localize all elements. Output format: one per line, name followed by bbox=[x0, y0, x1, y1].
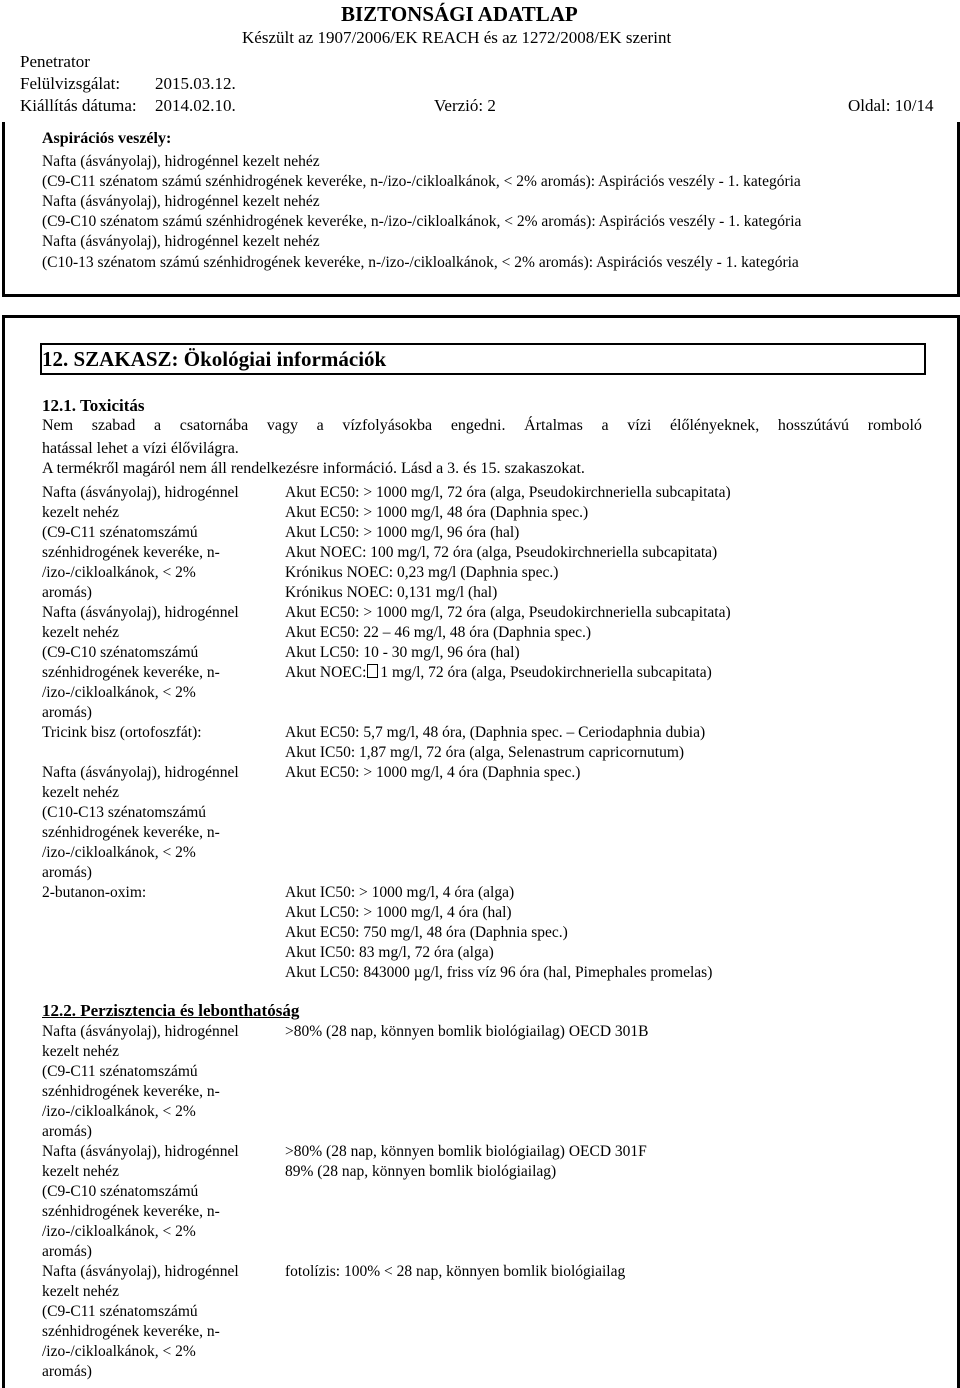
persistence-heading: 12.2. Perzisztencia és lebonthatóság bbox=[42, 1001, 300, 1020]
substance-line: /izo-/cikloalkánok, < 2% bbox=[42, 1223, 196, 1240]
spacer-line bbox=[285, 803, 945, 823]
aspiration-line: (C9-C10 szénatom számú szénhidrogének keveréke, n-/izo-/cikloalkánok, < 2% aromás): Aspirációs veszély - 1. kategória bbox=[42, 213, 802, 230]
justified-word: szabad bbox=[91, 417, 136, 434]
substance-line: Nafta (ásványolaj), hidrogénnel bbox=[42, 764, 239, 781]
aspiration-line: (C9-C11 szénatom számú szénhidrogének keveréke, n-/izo-/cikloalkánok, < 2% aromás): Aspirációs veszély - 1. kategória bbox=[42, 173, 801, 190]
justified-word: Ártalmas bbox=[524, 417, 583, 434]
substance-line: Nafta (ásványolaj), hidrogénnel bbox=[42, 1143, 239, 1160]
toxicity-value: Krónikus NOEC: 0,23 mg/l (Daphnia spec.) bbox=[285, 564, 559, 581]
justified-word: csatornába bbox=[179, 417, 249, 434]
toxicity-value: Akut EC50: 750 mg/l, 48 óra (Daphnia spec.) bbox=[285, 924, 568, 941]
substance-line: /izo-/cikloalkánok, < 2% bbox=[42, 1103, 196, 1120]
justified-word: a bbox=[153, 417, 162, 434]
substance-line: szénhidrogének keveréke, n- bbox=[42, 664, 220, 681]
spacer-line bbox=[285, 703, 945, 723]
substance-line: aromás) bbox=[42, 1243, 92, 1260]
substance-line bbox=[42, 743, 277, 763]
substance-line: Nafta (ásványolaj), hidrogénnel bbox=[42, 1263, 239, 1280]
substance-line: szénhidrogének keveréke, n- bbox=[42, 1203, 220, 1220]
substance-line: kezelt nehéz bbox=[42, 624, 120, 641]
persistence-value: 89% (28 nap, könnyen bomlik biológiailag) bbox=[285, 1163, 557, 1180]
spacer-line bbox=[285, 1082, 945, 1102]
spacer-line bbox=[285, 863, 945, 883]
toxicity-intro-line-3: A termékről magáról nem áll rendelkezésre információ. Lásd a 3. és 15. szakaszokat. bbox=[42, 460, 585, 477]
toxicity-heading: 12.1. Toxicitás bbox=[42, 396, 145, 415]
toxicity-value: Akut LC50: > 1000 mg/l, 4 óra (hal) bbox=[285, 904, 512, 921]
toxicity-value: Akut LC50: > 1000 mg/l, 96 óra (hal) bbox=[285, 524, 520, 541]
spacer-line bbox=[285, 1182, 945, 1202]
toxicity-value: Akut NOEC: 100 mg/l, 72 óra (alga, Pseudokirchneriella subcapitata) bbox=[285, 544, 718, 561]
product-name: Penetrator bbox=[20, 52, 90, 71]
justified-word: élőlényeknek, bbox=[669, 417, 760, 434]
aspiration-line: Nafta (ásványolaj), hidrogénnel kezelt nehéz bbox=[42, 193, 320, 210]
justified-word: romboló bbox=[867, 417, 922, 434]
substance-line: szénhidrogének keveréke, n- bbox=[42, 544, 220, 561]
toxicity-value: Krónikus NOEC: 0,131 mg/l (hal) bbox=[285, 584, 498, 601]
justified-text bbox=[42, 416, 922, 436]
toxicity-value: Akut EC50: > 1000 mg/l, 72 óra (alga, Pseudokirchneriella subcapitata) bbox=[285, 484, 731, 501]
noec-value: 1 mg/l, 72 óra (alga, Pseudokirchneriella subcapitata) bbox=[380, 664, 712, 681]
version-label: Verzió: 2 bbox=[434, 96, 496, 115]
spacer-line bbox=[285, 823, 945, 843]
substance-line: aromás) bbox=[42, 1123, 92, 1140]
spacer-line bbox=[285, 843, 945, 863]
persistence-value: >80% (28 nap, könnyen bomlik biológiailag) OECD 301F bbox=[285, 1143, 647, 1160]
justified-word: vízi bbox=[627, 417, 652, 434]
toxicity-values-column bbox=[285, 483, 945, 983]
substance-line: Nafta (ásványolaj), hidrogénnel bbox=[42, 604, 239, 621]
missing-glyph-icon bbox=[367, 664, 378, 678]
persistence-value: >80% (28 nap, könnyen bomlik biológiailag) OECD 301B bbox=[285, 1023, 649, 1040]
toxicity-value: Akut IC50: 1,87 mg/l, 72 óra (alga, Selenastrum capricornutum) bbox=[285, 744, 685, 761]
substance-line: kezelt nehéz bbox=[42, 1043, 120, 1060]
section12-heading: 12. SZAKASZ: Ökológiai információk bbox=[40, 343, 926, 375]
substance-line: (C9-C11 szénatomszámú bbox=[42, 524, 198, 541]
revision-date: 2015.03.12. bbox=[155, 74, 236, 93]
justified-word: a bbox=[601, 417, 609, 434]
aspiration-line: (C10-13 szénatom számú szénhidrogének keveréke, n-/izo-/cikloalkánok, < 2% aromás): Aspirációs veszély - 1. kategória bbox=[42, 254, 799, 271]
noec-label: Akut NOEC: bbox=[285, 664, 367, 681]
toxicity-value-noec bbox=[285, 663, 945, 683]
spacer-line bbox=[285, 783, 945, 803]
substance-line: /izo-/cikloalkánok, < 2% bbox=[42, 844, 196, 861]
substance-line: kezelt nehéz bbox=[42, 1163, 120, 1180]
page-number: Oldal: 10/14 bbox=[848, 96, 934, 115]
justified-word: a bbox=[316, 417, 324, 434]
substance-line: szénhidrogének keveréke, n- bbox=[42, 824, 220, 841]
toxicity-intro-line-2: hatással lehet a vízi élővilágra. bbox=[42, 440, 239, 457]
regulation-line: Készült az 1907/2006/EK REACH és az 1272/2008/EK szerint bbox=[242, 28, 672, 47]
aspiration-line: Nafta (ásványolaj), hidrogénnel kezelt nehéz bbox=[42, 153, 320, 170]
toxicity-value: Akut EC50: > 1000 mg/l, 48 óra (Daphnia spec.) bbox=[285, 504, 589, 521]
justified-word: engedni. bbox=[450, 417, 506, 434]
substance-line: (C9-C10 szénatomszámú bbox=[42, 644, 199, 661]
aspiration-line: Nafta (ásványolaj), hidrogénnel kezelt nehéz bbox=[42, 233, 320, 250]
justified-word: hosszútávú bbox=[777, 417, 850, 434]
justified-word: Nem bbox=[42, 417, 74, 434]
persistence-values-column bbox=[285, 1022, 945, 1282]
substance-line: Tricink bisz (ortofoszfát): bbox=[42, 724, 202, 741]
substance-line: /izo-/cikloalkánok, < 2% bbox=[42, 1343, 196, 1360]
substance-line: (C10-C13 szénatomszámú bbox=[42, 804, 207, 821]
spacer-line bbox=[285, 1042, 945, 1062]
spacer-line bbox=[285, 1122, 945, 1142]
substance-line: kezelt nehéz bbox=[42, 504, 120, 521]
toxicity-intro-line-1 bbox=[42, 416, 922, 436]
justified-word: vagy bbox=[266, 417, 298, 434]
substance-line: aromás) bbox=[42, 1363, 92, 1380]
substance-line: aromás) bbox=[42, 864, 92, 881]
toxicity-value: Akut EC50: 22 – 46 mg/l, 48 óra (Daphnia spec.) bbox=[285, 624, 592, 641]
spacer-line bbox=[285, 1062, 945, 1082]
spacer-line bbox=[285, 1222, 945, 1242]
substance-line: aromás) bbox=[42, 704, 92, 721]
toxicity-value: Akut EC50: > 1000 mg/l, 72 óra (alga, Pseudokirchneriella subcapitata) bbox=[285, 604, 731, 621]
substance-line: Nafta (ásványolaj), hidrogénnel bbox=[42, 1023, 239, 1040]
toxicity-value: Akut LC50: 10 - 30 mg/l, 96 óra (hal) bbox=[285, 644, 520, 661]
persistence-substance-column bbox=[42, 1022, 277, 1382]
substance-line: /izo-/cikloalkánok, < 2% bbox=[42, 684, 196, 701]
persistence-value: fotolízis: 100% < 28 nap, könnyen bomlik biológiailag bbox=[285, 1263, 626, 1280]
substance-line: szénhidrogének keveréke, n- bbox=[42, 1323, 220, 1340]
substance-line: 2-butanon-oxim: bbox=[42, 884, 147, 901]
toxicity-value: Akut EC50: > 1000 mg/l, 4 óra (Daphnia spec.) bbox=[285, 764, 581, 781]
revision-label: Felülvizsgálat: bbox=[20, 74, 121, 93]
toxicity-value: Akut LC50: 843000 µg/l, friss víz 96 óra (hal, Pimephales promelas) bbox=[285, 964, 713, 981]
justified-word: vízfolyásokba bbox=[342, 417, 433, 434]
substance-line: kezelt nehéz bbox=[42, 784, 120, 801]
toxicity-substance-column bbox=[42, 483, 277, 903]
toxicity-value: Akut EC50: 5,7 mg/l, 48 óra, (Daphnia spec. – Ceriodaphnia dubia) bbox=[285, 724, 706, 741]
substance-line: (C9-C11 szénatomszámú bbox=[42, 1063, 198, 1080]
document-title: BIZTONSÁGI ADATLAP bbox=[341, 2, 578, 26]
substance-line: (C9-C11 szénatomszámú bbox=[42, 1303, 198, 1320]
issue-label: Kiállítás dátuma: bbox=[20, 96, 137, 115]
spacer-line bbox=[285, 1202, 945, 1222]
spacer-line bbox=[285, 683, 945, 703]
substance-line: (C9-C10 szénatomszámú bbox=[42, 1183, 199, 1200]
spacer-line bbox=[285, 1102, 945, 1122]
substance-line: Nafta (ásványolaj), hidrogénnel bbox=[42, 484, 239, 501]
spacer-line bbox=[285, 1242, 945, 1262]
substance-line: szénhidrogének keveréke, n- bbox=[42, 1083, 220, 1100]
toxicity-value: Akut IC50: 83 mg/l, 72 óra (alga) bbox=[285, 944, 494, 961]
toxicity-value: Akut IC50: > 1000 mg/l, 4 óra (alga) bbox=[285, 884, 515, 901]
aspiration-heading: Aspirációs veszély: bbox=[42, 130, 172, 147]
substance-line: aromás) bbox=[42, 584, 92, 601]
substance-line: kezelt nehéz bbox=[42, 1283, 120, 1300]
issue-date: 2014.02.10. bbox=[155, 96, 236, 115]
substance-line: /izo-/cikloalkánok, < 2% bbox=[42, 564, 196, 581]
